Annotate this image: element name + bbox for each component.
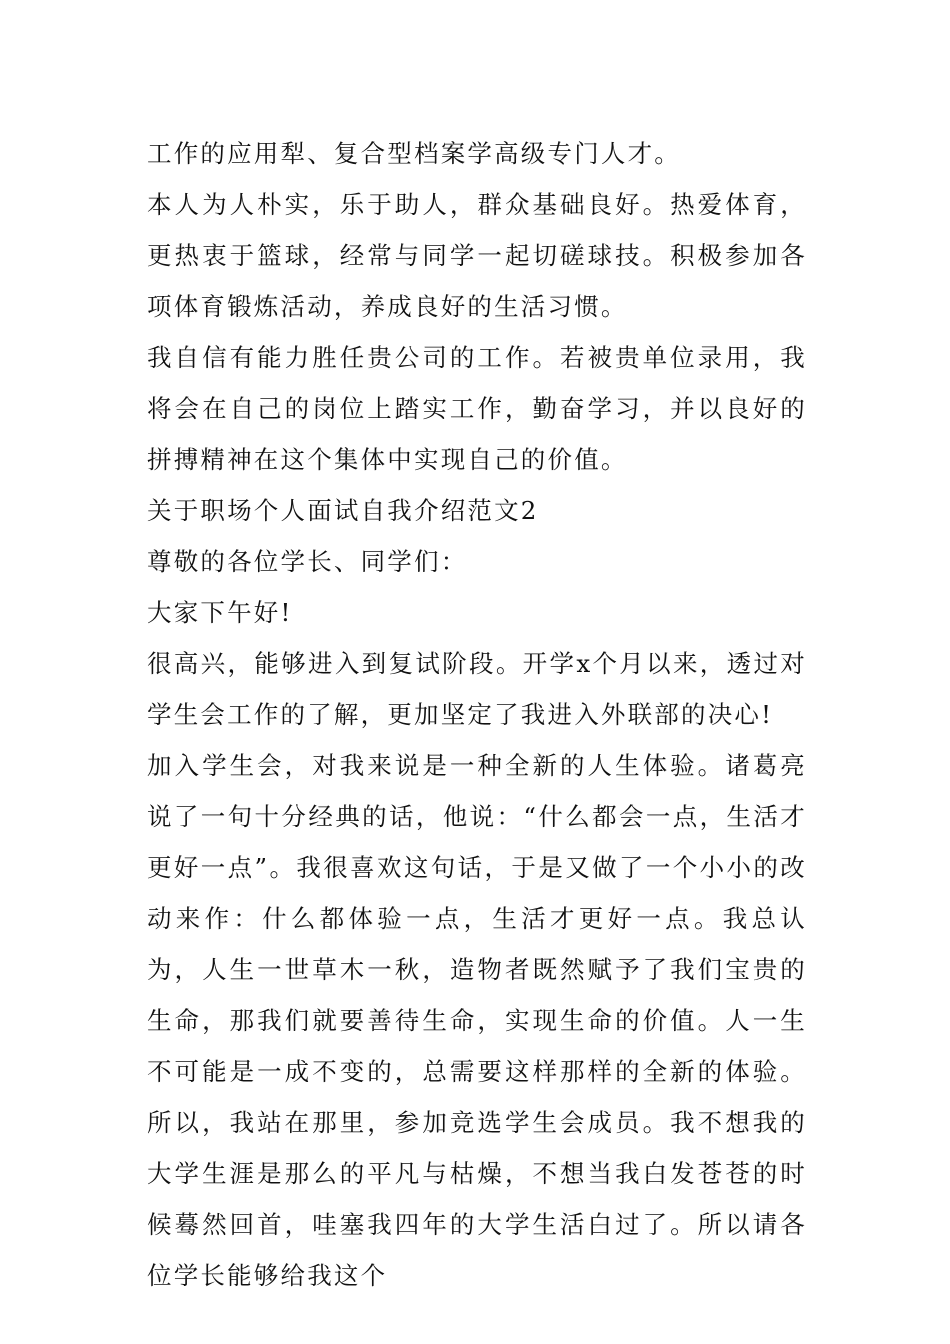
- greeting: 大家下午好!: [147, 598, 293, 627]
- paragraph-1: 工作的应用犁、复合型档案学高级专门人才。: [147, 139, 681, 168]
- document-page: [147, 128, 807, 1301]
- salutation: 尊敬的各位学长、同学们：: [147, 547, 468, 576]
- paragraph-4: 很高兴，能够进入到复试阶段。开学x个月以来，透过对学生会工作的了解，更加坚定了我进入外联部的决心!: [147, 649, 807, 729]
- paragraph-2: 本人为人朴实，乐于助人，群众基础良好。热爱体育，更热衷于篮球，经常与同学一起切磋球技。积极参加各项体育锻炼活动，养成良好的生活习惯。: [147, 190, 807, 321]
- section-heading: 关于职场个人面试自我介绍范文2: [147, 496, 539, 525]
- paragraph-5: 加入学生会，对我来说是一种全新的人生体验。诸葛亮说了一句十分经典的话，他说：“什么都会一点，生活才更好一点”。我很喜欢这句话，于是又做了一个小小的改动来作：什么都体验一点，生活才更好一点。我总认为，人生一世草木一秋，造物者既然赋予了我们宝贵的生命，那我们就要善待生命，实现生命的价值。人一生不可能是一成不变的，总需要这样那样的全新的体验。所以，我站在那里，参加竞选学生会成员。我不想我的大学生涯是那么的平凡与枯燥，不想当我白发苍苍的时候蓦然回首，哇塞我四年的大学生活白过了。所以请各位学长能够给我这个: [147, 751, 807, 1290]
- paragraph-3: 我自信有能力胜任贵公司的工作。若被贵单位录用，我将会在自己的岗位上踏实工作，勤奋学习，并以良好的拼搏精神在这个集体中实现自己的价值。: [147, 343, 807, 474]
